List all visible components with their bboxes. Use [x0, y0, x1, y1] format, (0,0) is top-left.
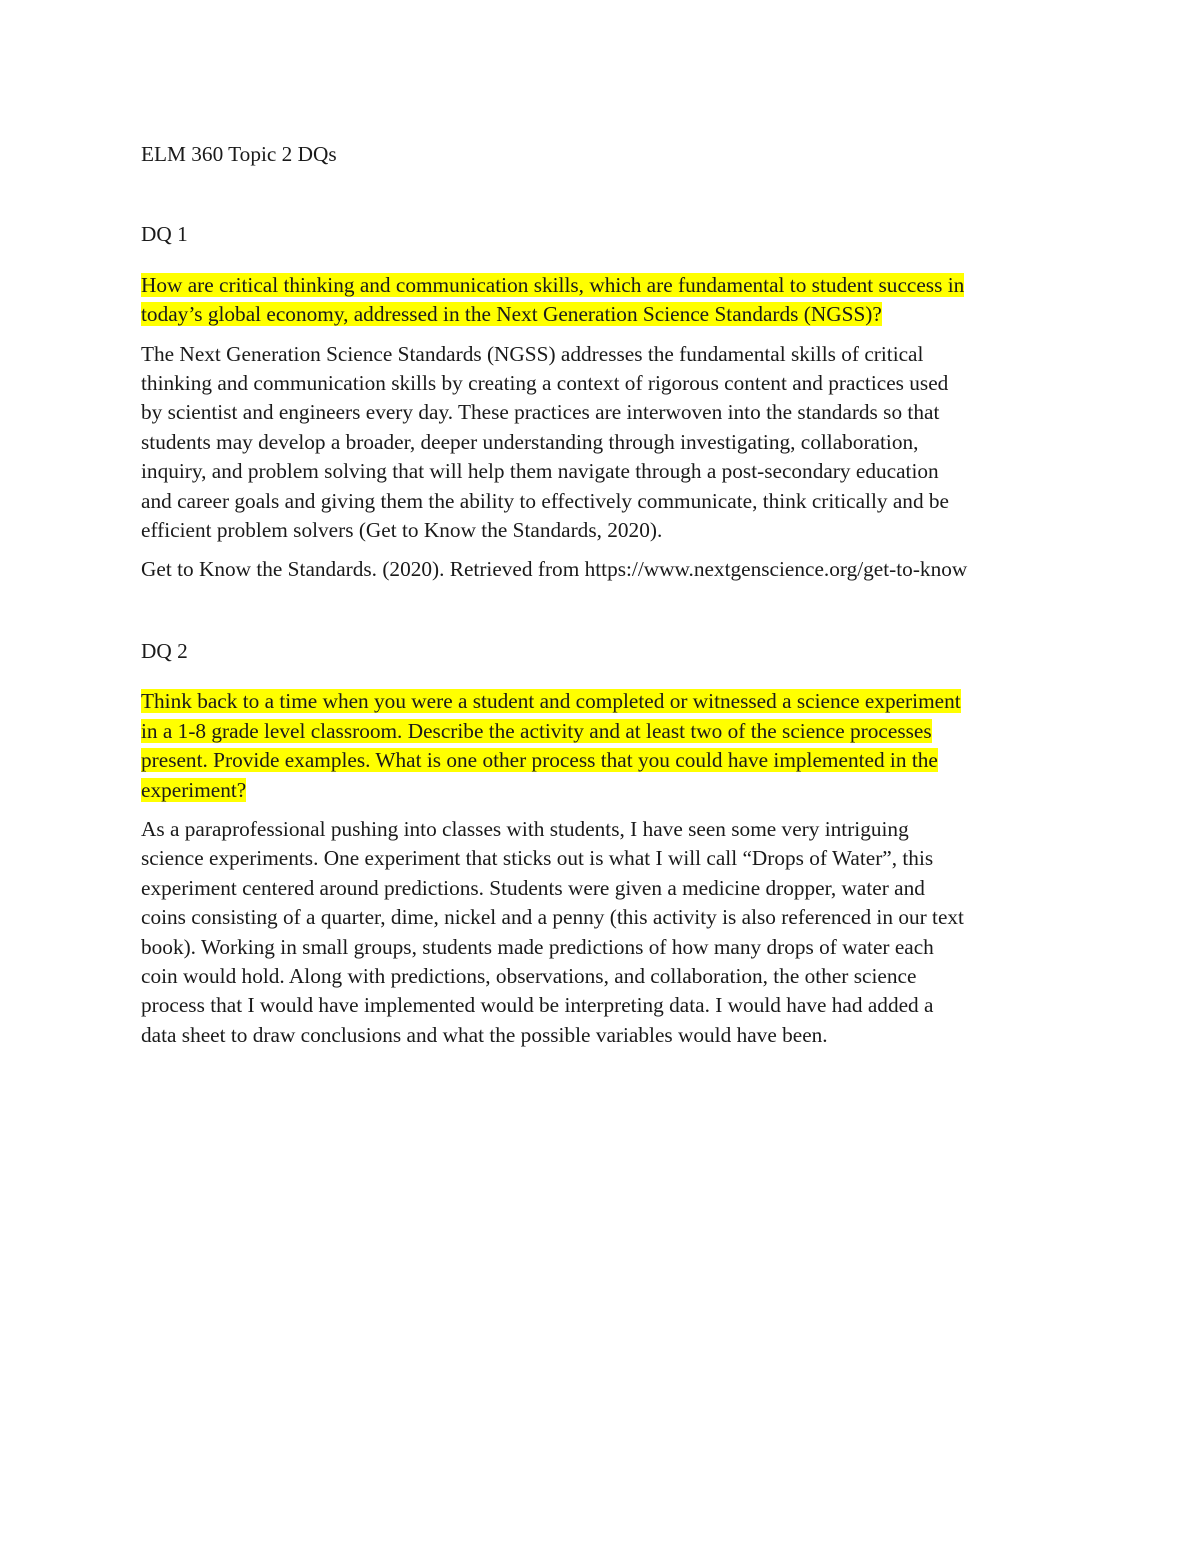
dq1-answer-line: thinking and communication skills by creating a context of rigorous content and practices used — [141, 371, 949, 396]
dq1-answer — [141, 340, 1061, 546]
dq2-answer-line: science experiments. One experiment that sticks out is what I will call “Drops of Water”, this — [141, 846, 934, 871]
dq1-section — [141, 220, 1061, 584]
dq2-question-line: in a 1-8 grade level classroom. Describe the activity and at least two of the science processes — [141, 718, 932, 743]
dq2-question-line: Think back to a time when you were a student and completed or witnessed a science experiment — [141, 689, 961, 714]
dq2-answer — [141, 815, 1061, 1050]
dq1-question — [141, 271, 1061, 330]
dq1-reference: Get to Know the Standards. (2020). Retrieved from https://www.nextgenscience.org/get-to-know — [141, 557, 968, 582]
dq2-answer-line: book). Working in small groups, students made predictions of how many drops of water each — [141, 934, 934, 959]
dq2-answer-line: coins consisting of a quarter, dime, nickel and a penny (this activity is also referenced in our text — [141, 905, 964, 930]
dq2-answer-line: As a paraprofessional pushing into classes with students, I have seen some very intriguing — [141, 816, 909, 841]
dq2-answer-line: process that I would have implemented would be interpreting data. I would have had added a — [141, 993, 934, 1018]
dq1-question-line: How are critical thinking and communication skills, which are fundamental to student success in — [141, 272, 965, 297]
dq2-question-line: experiment? — [141, 777, 247, 802]
document-body — [141, 140, 1061, 1060]
dq2-answer-line: coin would hold. Along with predictions, observations, and collaboration, the other science — [141, 963, 917, 988]
dq2-answer-line: data sheet to draw conclusions and what the possible variables would have been. — [141, 1022, 828, 1047]
document-title: ELM 360 Topic 2 DQs — [141, 142, 337, 166]
dq2-heading: DQ 2 — [141, 638, 188, 663]
dq2-question — [141, 687, 1061, 805]
dq1-answer-line: efficient problem solvers (Get to Know the Standards, 2020). — [141, 518, 663, 543]
dq1-question-line: today’s global economy, addressed in the Next Generation Science Standards (NGSS)? — [141, 302, 882, 327]
dq1-heading: DQ 1 — [141, 222, 188, 247]
dq2-section — [141, 637, 1061, 1050]
dq2-answer-line: experiment centered around predictions. Students were given a medicine dropper, water and — [141, 875, 925, 900]
dq1-answer-line: inquiry, and problem solving that will help them navigate through a post-secondary education — [141, 459, 939, 484]
dq1-answer-line: The Next Generation Science Standards (NGSS) addresses the fundamental skills of critical — [141, 341, 924, 366]
dq2-question-line: present. Provide examples. What is one other process that you could have implemented in the — [141, 748, 938, 773]
dq1-answer-line: by scientist and engineers every day. These practices are interwoven into the standards so that — [141, 400, 940, 425]
dq1-answer-line: and career goals and giving them the ability to effectively communicate, think critically and be — [141, 488, 950, 513]
dq1-answer-line: students may develop a broader, deeper understanding through investigating, collaboration, — [141, 429, 919, 454]
